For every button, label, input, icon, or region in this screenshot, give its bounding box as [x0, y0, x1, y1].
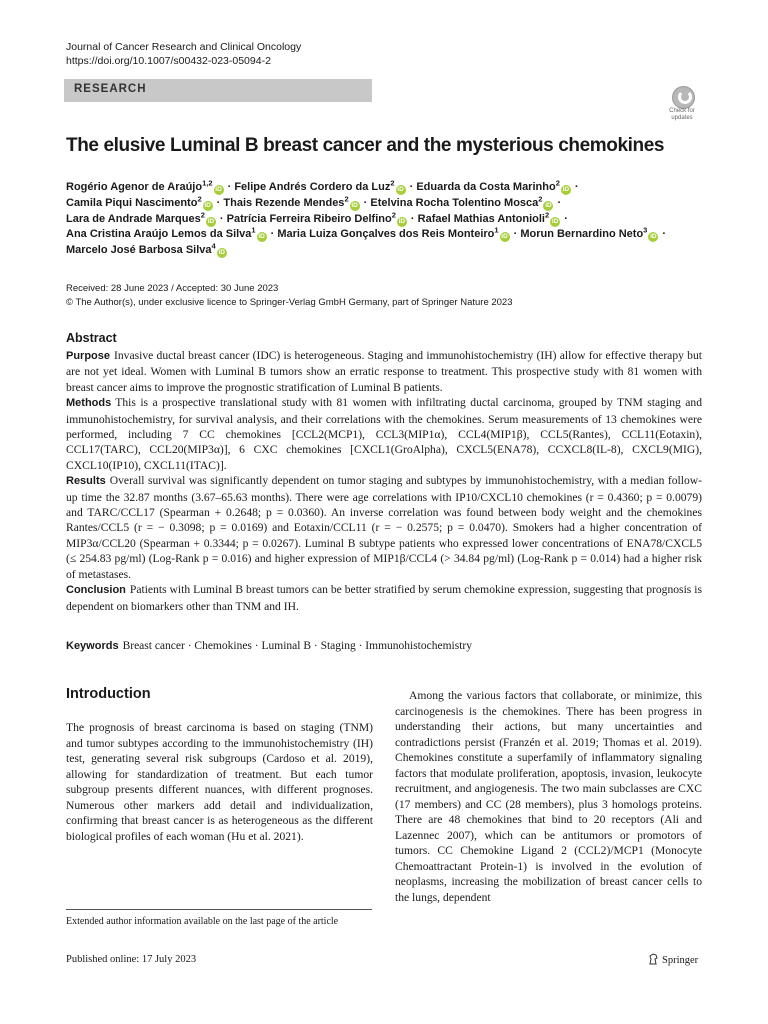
copyright-line: © The Author(s), under exclusive licence to Springer-Verlag GmbH Germany, part of Springer Nature 2023: [66, 297, 513, 308]
orcid-icon[interactable]: iD: [501, 233, 508, 241]
author: Felipe Andrés Cordero da Luz$^2$: [234, 178, 395, 193]
check-for-updates-badge[interactable]: [663, 86, 701, 124]
article-title: The elusive Luminal B breast cancer and the mysterious chemokines: [66, 135, 665, 156]
check-updates-line1: Check for: [669, 108, 695, 114]
orcid-icon[interactable]: iD: [207, 217, 215, 225]
author: Eduarda da Costa Marinho$^2$: [416, 178, 560, 193]
keywords: [66, 640, 472, 652]
orcid-icon[interactable]: iD: [351, 201, 358, 209]
author: Thais Rezende Mendes$^2$: [223, 194, 349, 209]
keywords-label: Keywords: [66, 640, 119, 652]
article-dates: [66, 282, 513, 310]
section-label: RESEARCH: [74, 83, 147, 95]
orcid-icon[interactable]: iD: [545, 201, 552, 209]
footnote-rule: [66, 909, 372, 910]
abstract-body: [66, 348, 702, 614]
author: Maria Luiza Gonçalves dos Reis Monteiro$^1$: [277, 225, 499, 241]
journal-name: Journal of Cancer Research and Clinical Oncology: [66, 41, 302, 53]
left-column: [66, 720, 373, 844]
author: Patrícia Ferreira Ribeiro Delfino$^2$: [226, 209, 396, 225]
right-column: [395, 688, 702, 905]
author: Marcelo José Barbosa Silva$^4$: [66, 241, 216, 257]
abstract-heading: Abstract: [66, 331, 117, 345]
keywords-text: Breast cancer · Chemokines · Luminal B · Staging · Immunohistochemistry: [122, 640, 472, 652]
check-updates-line2: updates: [671, 114, 693, 121]
journal-header: [66, 40, 301, 68]
orcid-icon[interactable]: iD: [397, 186, 404, 193]
author: Rafael Mathias Antonioli$^2$: [417, 209, 550, 225]
abstract-conclusion: Conclusion Patients with Luminal B breast tumors can be better stratified by serum chemokine expression, suggesting that prognosis is dependent on biomarkers other than TNM and IH.: [66, 583, 702, 613]
author-list: Rogério Agenor de Araújo$^{1,2}$iD · Felipe Andrés Cordero da Luz$^2$iD · Eduarda da Costa Marinho$^2$iD · Camila Piqui Nascimento$^2$iD · Thais Rezende Mendes$^2$iD · Etelvina Rocha Tolentino Mosca$^2$iD · Lara de Andrade Marques$^2$iD · Patrícia Ferreira Ribeiro Delfino$^2$iD · Rafael Mathias Antonioli$^2$iD · Ana Cristina Araújo Lemos da Silva$^1$iD · Maria Luiza Gonçalves dos Reis Monteiro$^1$iD · Morun Bernardino Neto$^3$iD · Marcelo José Barbosa Silva$^4$iD: [66, 178, 667, 257]
abstract-results: Results Overall survival was significantly dependent on tumor staging and subtypes by immunohistochemistry, with a median follow-up time the 32.87 months (3.67–65.63 months). There were age correlations with IP10/CXCL10 chemokines (r = 0.4360; p = 0.0079) and TARC/CCL17 (Spearman + 0.2648; p = 0.0360). An inverse correlation was found between body weight and the chemokines Rantes/CCL5 (r = − 0.3098; p = 0.0169) and Eotaxin/CCL11 (r = − 0.2575; p = 0.0470). Smokers had a higher concentration of MIP3α/CCL20 (Spearman + 0.3344; p = 0.0267). Luminal B subtype patients who expressed lower concentrations of ENA78/CXCL5 (≤ 254.83 pg/ml) (Log-Rank p = 0.016) and higher expression of MIP1β/CCL4 (> 34.84 pg/ml) (Log-Rank p = 0.014) had a higher risk of metastases.: [66, 474, 702, 581]
author: Lara de Andrade Marques$^2$: [66, 209, 205, 225]
doi-link[interactable]: https://doi.org/10.1007/s00432-023-05094-2: [66, 55, 271, 67]
abstract-methods: Methods This is a prospective translational study with 81 women with infiltrating ductal carcinoma, grouped by TNM staging and immunohistochemistry, for survival analysis, and their correlations with the chemokines. Serum measurements of 13 chemokines were performed, including 7 CC chemokines [CCL2(MCP1), CCL3(MIP1α), CCL4(MIP1β), CCL5(Rantes), CCL11(Eotaxin), CCL17(TARC), CCL20(MIP3α)], 6 CXC chemokines [CXCL1(GroAlpha), CXCL5(ENA78), CCXCL8(IL-8), CXCL9(MIG), CXCL10(IP10), CXCL11(ITAC)].: [66, 396, 702, 472]
orcid-icon[interactable]: iD: [215, 186, 222, 193]
author: Camila Piqui Nascimento$^2$: [66, 194, 202, 209]
introduction-heading: Introduction: [66, 686, 151, 702]
orcid-icon[interactable]: iD: [551, 217, 559, 225]
orcid-icon[interactable]: iD: [258, 233, 265, 241]
orcid-icon[interactable]: iD: [562, 186, 570, 193]
author: Morun Bernardino Neto$^3$: [520, 225, 648, 241]
author: Rogério Agenor de Araújo$^{1,2}$: [66, 178, 213, 193]
intro-paragraph: The prognosis of breast carcinoma is based on staging (TNM) and tumor subtypes according to the immunohistochemistry (IH) test, generating several risk subgroups (Cardoso et al. 2019), allowing for standardization of treatment. But each tumor subgroup presents different nuances, with different prognoses. Numerous other markers add detail and individualization, confirming that breast cancer is as heterogeneous as the different biological profiles of each woman (Hu et al. 2021).: [66, 721, 373, 843]
received-accepted: Received: 28 June 2023 / Accepted: 30 June 2023: [66, 283, 279, 294]
orcid-icon[interactable]: iD: [398, 217, 406, 225]
author: Ana Cristina Araújo Lemos da Silva$^1$: [66, 225, 256, 241]
intro-paragraph: Among the various factors that collaborate, or minimize, this carcinogenesis is the chemokines. There has been progress in understanding their actions, but many uncertainties and contradictions persist (Franzén et al. 2019; Thomas et al. 2019). Chemokines constitute a superfamily of inflammatory signaling factors that modulate proliferation, apoptosis, invasion, leukocyte recruitment, and angiogenesis. The two main subclasses are CXC (17 members) and CC (28 members), plus 3 homologs proteins. There are 48 chemokines that bind to 20 receptors (Ali and Lazennec 2007), which can be antitumors or promotors of tumors. CC Chemokine Ligand 2 (CCL2)/MCP1 (Monocyte Chemoattractant Protein-1) is involved in the evolution of neoplasms, increasing the mobilization of breast cancer cells to the lungs, dependent: [395, 689, 702, 904]
orcid-icon[interactable]: iD: [204, 201, 211, 209]
orcid-icon[interactable]: iD: [650, 233, 657, 241]
orcid-icon[interactable]: iD: [218, 249, 225, 257]
publisher-logo: [648, 953, 698, 966]
author: Etelvina Rocha Tolentino Mosca$^2$: [370, 194, 543, 209]
springer-horse-icon: [648, 953, 659, 965]
published-date: Published online: 17 July 2023: [66, 954, 197, 965]
publisher-name: Springer: [662, 955, 699, 966]
abstract-purpose: Purpose Invasive ductal breast cancer (IDC) is heterogeneous. Staging and immunohistochemistry (IH) allow for effective therapy but are not yet ideal. Women with Luminal B tumors show an erratic response to treatment. This prospective study with 81 women with breast cancer aims to improve the prognostic stratification of Luminal B patients.: [66, 349, 702, 394]
check-updates-icon: [672, 86, 695, 109]
footnote: Extended author information available on the last page of the article: [66, 916, 339, 927]
